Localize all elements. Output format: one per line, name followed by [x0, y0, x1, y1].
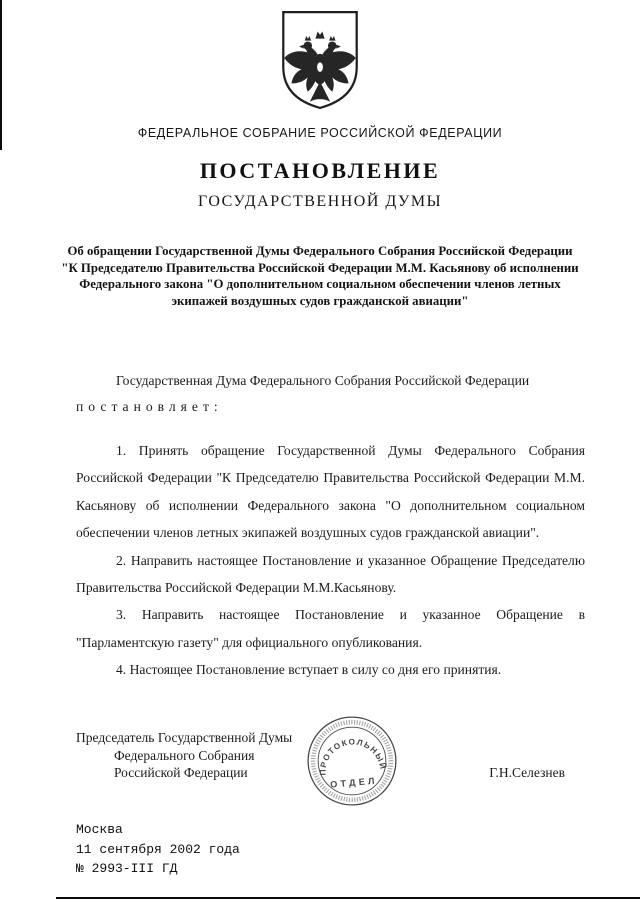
signature-line-2: Федерального Собрания — [114, 747, 255, 763]
resolution-item-1: 1. Принять обращение Государственной Думы Федерального Собрания Российской Федерации "К Председателю Правительства Российской Федерации М.М. Касьянову об исполнении Федерального закона "О дополнительном социальном обеспечении членов летных экипажей воздушных судов гражданской авиации". — [76, 443, 585, 541]
resolution-item-2: 2. Направить настоящее Постановление и указанное Обращение Председателю Правительства Российской Федерации М.М.Касьянову. — [76, 552, 585, 596]
document-footer — [76, 820, 240, 879]
signature-line-1: Председатель Государственной Думы — [76, 730, 293, 745]
stamp-arc-text: ПРОТОКОЛЬНЫЙ — [318, 737, 388, 776]
resolution-item-3: 3. Направить настоящее Постановление и указанное Обращение в "Парламентскую газету" для официального опубликования. — [76, 607, 585, 650]
footer-date: 11 сентября 2002 года — [76, 841, 240, 857]
resolution-title: Об обращении Государственной Думы Федерального Собрания Российской Федерации "К Председателю Правительства Российской Федерации М.М. Касьянову об исполнении Федерального закона "О дополнительном социальном обеспечении членов летных экипажей воздушных судов гражданской авиации" — [61, 244, 579, 308]
doc-type-subtitle: ГОСУДАРСТВЕННОЙ ДУМЫ — [197, 193, 443, 210]
resolution-item-4: 4. Настоящее Постановление вступает в силу со дня его принятия. — [116, 662, 502, 678]
footer-number: № 2993-III ГД — [76, 861, 178, 876]
signature-line-3: Российской Федерации — [114, 765, 248, 781]
intro-line-1: Государственная Дума Федерального Собрания Российской Федерации — [116, 373, 530, 388]
intro-paragraph — [76, 368, 584, 420]
intro-line-2: постановляет: — [76, 399, 223, 414]
stamp-center-text: ОТДЕЛ — [329, 775, 378, 790]
scan-artifact-bottom — [56, 897, 640, 899]
footer-city: Москва — [76, 822, 123, 837]
doc-type-title: ПОСТАНОВЛЕНИЕ — [199, 158, 441, 183]
coat-of-arms-icon — [277, 8, 363, 117]
resolution-body — [76, 437, 585, 684]
federal-assembly-header: ФЕДЕРАЛЬНОЕ СОБРАНИЕ РОССИЙСКОЙ ФЕДЕРАЦИИ — [137, 126, 503, 140]
signature-block — [76, 729, 565, 782]
signature-name: Г.Н.Селезнев — [489, 765, 565, 781]
